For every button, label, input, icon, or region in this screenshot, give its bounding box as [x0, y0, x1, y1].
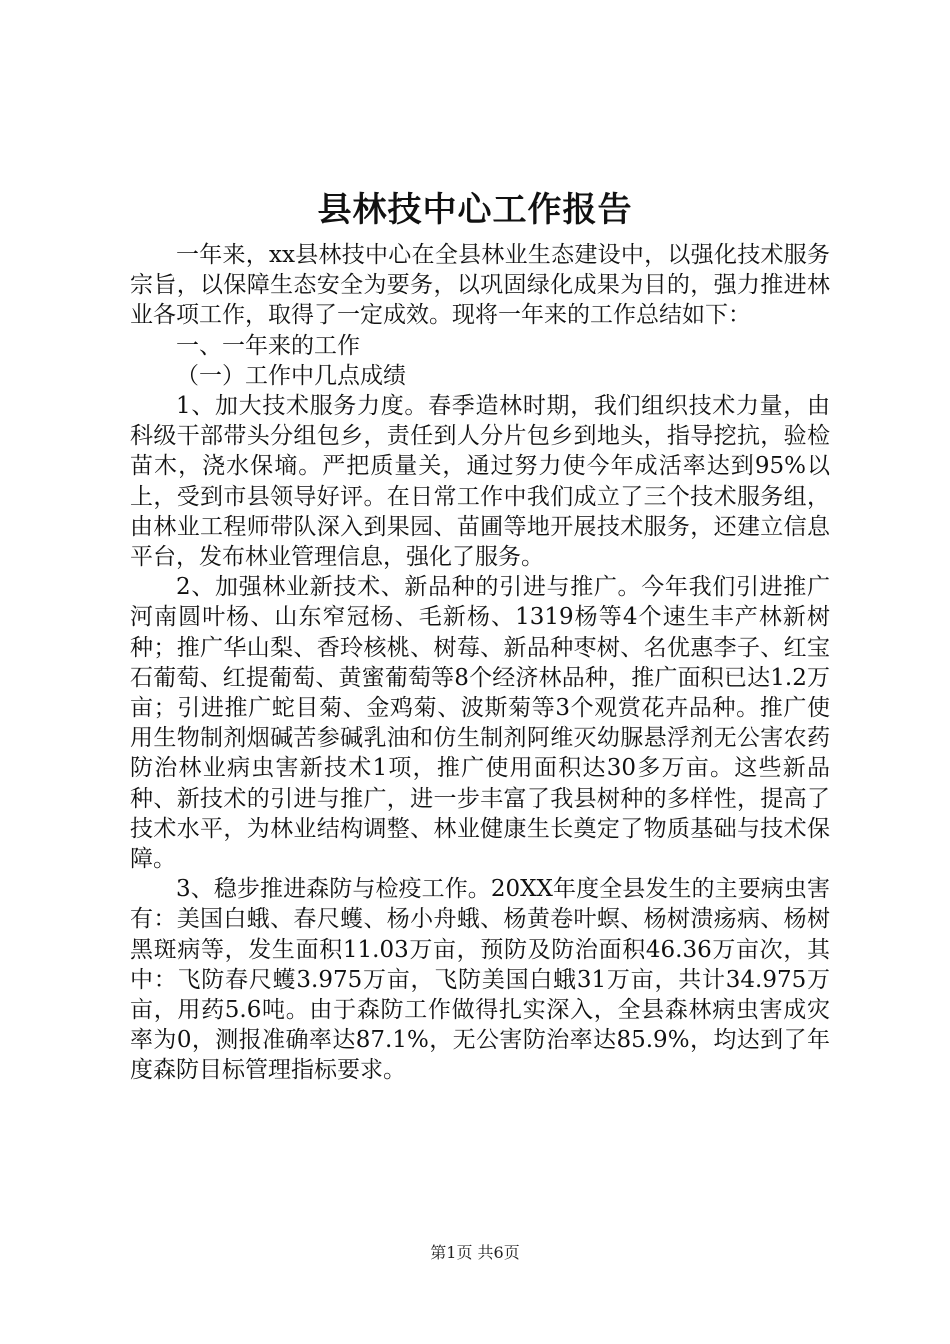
intro-paragraph: 一年来，xx县林技中心在全县林业生态建设中，以强化技术服务宗旨，以保障生态安全为要务，以巩固绿化成果为目的，强力推进林业各项工作，取得了一定成效。现将一年来的工作总结如下：: [130, 242, 830, 329]
page-footer: 第1页 共6页: [430, 1243, 520, 1262]
document-title: 县林技中心工作报告: [317, 190, 633, 230]
document-body: [130, 240, 830, 1086]
item-1-paragraph: 1、加大技术服务力度。春季造林时期，我们组织技术力量，由科级干部带头分组包乡，责任到人分片包乡到地头，指导挖抗，验检苗木，浇水保墒。严把质量关，通过努力使今年成活率达到95%以上，受到市县领导好评。在日常工作中我们成立了三个技术服务组，由林业工程师带队深入到果园、苗圃等地开展技术服务，还建立信息平台，发布林业管理信息，强化了服务。: [130, 393, 830, 571]
item-3-paragraph: 3、稳步推进森防与检疫工作。20XX年度全县发生的主要病虫害有：美国白蛾、春尺蠖、杨小舟蛾、杨黄卷叶螟、杨树溃疡病、杨树黑斑病等，发生面积11.03万亩，预防及防治面积46.36万亩次，其中：飞防春尺蠖3.975万亩，飞防美国白蛾31万亩，共计34.975万亩，用药5.6吨。由于森防工作做得扎实深入，全县森林病虫害成灾率为0，测报准确率达87.1%，无公害防治率达85.9%，均达到了年度森防目标管理指标要求。: [130, 876, 830, 1084]
section-heading: 一、一年来的工作: [176, 332, 360, 359]
subsection-heading: （一）工作中几点成绩: [176, 362, 406, 389]
item-2-paragraph: 2、加强林业新技术、新品种的引进与推广。今年我们引进推广河南圆叶杨、山东窄冠杨、毛新杨、1319杨等4个速生丰产林新树种；推广华山梨、香玲核桃、树莓、新品种枣树、名优惠李子、红宝石葡萄、红提葡萄、黄蜜葡萄等8个经济林品种，推广面积已达1.2万亩；引进推广蛇目菊、金鸡菊、波斯菊等3个观赏花卉品种。推广使用生物制剂烟碱苦参碱乳油和仿生制剂阿维灭幼脲悬浮剂无公害农药防治林业病虫害新技术1项，推广使用面积达30多万亩。这些新品种、新技术的引进与推广，进一步丰富了我县树种的多样性，提高了技术水平，为林业结构调整、林业健康生长奠定了物质基础与技术保障。: [130, 574, 830, 873]
